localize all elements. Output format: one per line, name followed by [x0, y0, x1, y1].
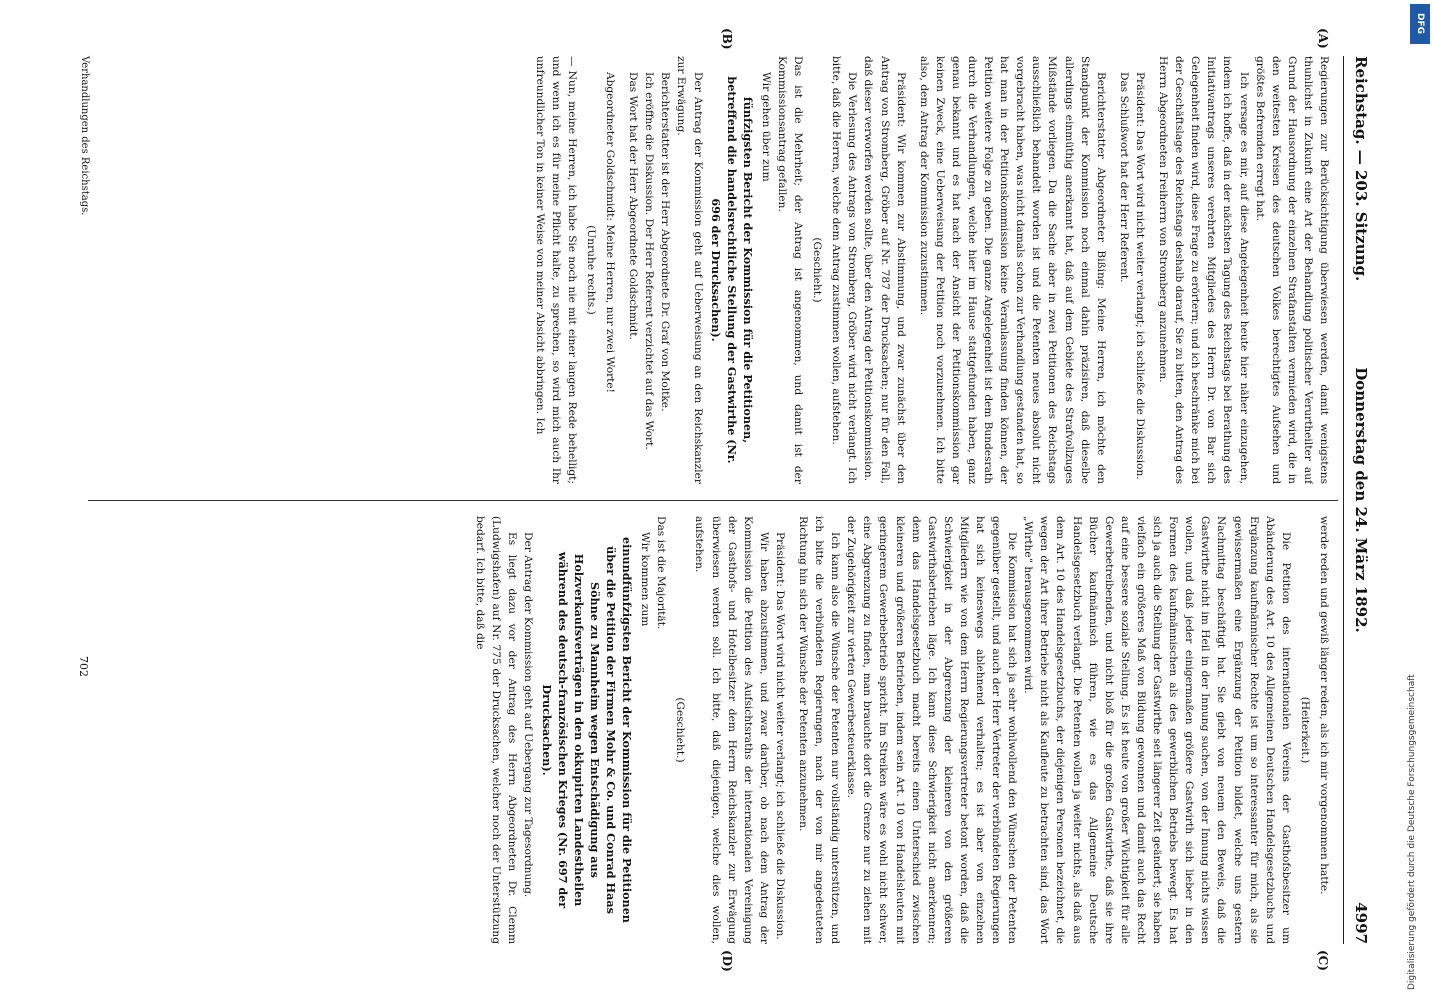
page-body: [64, 28, 1374, 972]
left-column: [92, 56, 1332, 484]
president-remark: Präsident: Das Wort wird nicht weiter verlangt; ich schließe die Diskussion.: [773, 532, 786, 940]
paragraph: Wir haben abzustimmen, und zwar darüber, ob nach dem Antrag der Kommission die Petition des Aufsichtsraths der internationalen Vereinigung der Gasthofs- und Hotelbesitzer dem Herrn Reichskanzler zur Erwägung überwiesen werden soll. Ich bitte, daß diejenigen, welche dies wollen, aufstehen.: [693, 516, 770, 944]
paragraph: Das Wort hat der Herr Abgeordnete Goldschmidt.: [627, 72, 640, 340]
paragraph: Wir kommen zum: [639, 532, 652, 627]
paragraph: Ich kann also die Wünsche der Petenten nur vollständig unterstützen, und ich bitte die verbündeten Regierungen, nach der von mir angedeuteten Richtung hin sich der Wünsche der Petenten anzunehmen.: [797, 516, 842, 944]
rotated-page: [46, 20, 1386, 980]
stage-direction: (Heiterkeit.): [1298, 696, 1311, 764]
paragraph: Das ist die Majorität.: [655, 516, 668, 630]
paragraph: Ich eröffne die Diskussion. Der Herr Referent verzichtet auf das Wort.: [643, 72, 656, 450]
paragraph: Der Antrag der Kommission geht auf Uebergang zur Tagesordnung.: [522, 532, 535, 898]
page-number: 4997: [1352, 902, 1370, 944]
paragraph: Berichterstatter ist der Herr Abgeordnete Dr. Graf von Moltke.: [659, 72, 672, 412]
footer-signature: Verhandlungen des Reichstags.: [79, 56, 90, 216]
right-column: [92, 516, 1332, 944]
stage-direction: (Unruhe rechts.): [584, 225, 597, 315]
margin-letter-c: (C): [1316, 950, 1330, 971]
column-divider: [88, 500, 1338, 501]
report-title: fünfzigsten Bericht der Kommission für die Petitionen, betreffend die handelsrechtliche Stellung der Gastwirthe (Nr. 696 der Drucksachen).: [708, 76, 755, 464]
margin-letter-b: (B): [720, 28, 734, 50]
header-rule: [1343, 56, 1344, 944]
stage-direction: (Geschieht.): [811, 237, 824, 303]
president-remark: Präsident: Das Wort wird nicht weiter verlangt; ich schließe die Diskussion.: [1133, 72, 1146, 480]
paragraph: Es liegt dazu vor der Antrag des Herrn Abgeordneten Dr. Clemm (Ludwigshafen) auf Nr. 775 der Drucksachen, welcher noch der Unterstützung bedarf. Ich bitte, daß die: [474, 516, 519, 944]
running-header: [1344, 56, 1370, 944]
stage-direction: (Geschieht.): [674, 697, 687, 763]
paragraph: Wir gehen über zum: [759, 72, 772, 182]
header-left: Reichstag. — 203. Sitzung.: [1352, 56, 1370, 282]
paragraph: Die Petition des internationalen Vereins der Gasthofsbesitzer um Abänderung des Art. 10 des Allgemeinen Deutschen Handelsgesetzbuchs und Ergänzung kaufmännischer Rechte ist um so interessanter für mich, als sie gewissermaßen eine Ergänzung der Petition bildet, welche uns gestern Nachmittag beschäftigt hat. Sie giebt von neuem den Beweis, daß die Gastwirthe nicht im Heil in der Innung suchen, von der Innung nichts wissen wollen, und daß jeder einigermaßen größere Gastwirth sich lieber in den Formen des kaufmännischen als des gewerblichen Betriebs bewegt. Es hat sich ja auch die Stellung der Gastwirthe seit längerer Zeit geändert; sie haben vielfach ein größeres Maß von Bildung gewonnen und damit auch das Recht auf eine bessere soziale Stellung. Es ist heute von großer Wichtigkeit für alle Gewerbetreibenden, und nicht bloß für die großen Gastwirthe, daß sie ihre Bücher kaufmännisch führen, wie es das Allgemeine Deutsche Handelsgesetzbuch verlangt. Die Petenten wollen ja weiter nichts, als daß aus dem Art. 10 des Handelsgesetzbuchs, der diejenigen Personen bezeichnet, die wegen der Art ihrer Betriebe nicht als Kaufleute zu betrachten sind, das Wort „Wirthe“ herausgenommen wird.: [1022, 516, 1292, 944]
paragraph: Die Kommission hat sich ja sehr wohlwollend den Wünschen der Petenten gegenüber gestellt, und auch der Herr Vertreter der verbündeten Regierungen hat sich keineswegs ablehnend verhalten; es ist aber von einzelnen Mitgliedern wie von dem Herrn Regierungsvertreter betont worden, daß die Schwierigkeit in der Abgrenzung der kleineren von den größeren Gastwirthsbetrieben läge. Ich kann diese Schwierigkeit nicht anerkennen; denn das Handelsgesetzbuch macht bereits einen Unterschied zwischen kleineren und größeren Betrieben, indem sein Art. 10 von Handelsleuten mit geringerem Gewerbebetrieb spricht. Im Streiken wäre es wohl nicht schwer, eine Abgrenzung zu finden, man brauchte dort die Grenze nur zu ziehen mit der Zugehörigkeit zur vierten Gewerbesteuerklasse.: [845, 516, 1019, 944]
paragraph: Ich versage es mir, auf diese Angelegenheit heute hier näher einzugehen, indem ich hoffe, daß in der nächsten Tagung des Reichstags bei Berathung des Initiativantrags unseres verehrten Mitgliedes des Herrn Dr. von Bar sich Gelegenheit finden wird, diese Frage zu erörtern; und ich beschränke mich bei der Geschäftslage des Reichstags deshalb darauf, Sie zu bitten, den Antrag des Herrn Abgeordneten Freiherrn von Stromberg anzunehmen.: [1157, 56, 1250, 484]
paragraph: Der Antrag der Kommission geht auf Ueberweisung an den Reichskanzler zur Erwägung.: [675, 56, 704, 484]
paragraph: Die Verlesung des Antrags von Stromberg, Gröber wird nicht verlangt. Ich bitte, daß die Herren, welche dem Antrag zustimmen wollen, aufstehen.: [830, 56, 859, 484]
speaker-paragraph: Abgeordneter Goldschmidt: Meine Herren, nur zwei Worte!: [604, 72, 617, 393]
header-center: Donnerstag den 24. März 1892.: [1352, 367, 1370, 633]
dfg-logo: DFG: [1410, 4, 1430, 44]
margin-letter-d: (D): [720, 950, 734, 972]
paragraph: werde reden und gewiß länger reden, als ich mir vorgenommen hatte.: [1318, 516, 1330, 895]
report-title: einundfünfzigsten Bericht der Kommission für die Petitionen über die Petition der Firmen Mohr & Co. und Conrad Haas Söhne zu Mannheim wegen Entschädigung aus Holzverkaufsverträgen in den okkupirten Landestheilen während des deutsch-französischen Krieges (Nr. 697 der Drucksachen).: [539, 537, 635, 923]
dfg-funding-note: Digitalisierung gefördert durch die Deutsche Forschungsgemeinschaft: [1407, 674, 1417, 990]
dfg-side-strip: [1404, 0, 1432, 1000]
paragraph: Das Schlußwort hat der Herr Referent.: [1117, 72, 1130, 283]
paragraph: — Nun, meine Herren, ich habe Sie noch nie mit einer langen Rede behelligt; und wenn ich es für meine Pflicht halte, zu sprechen, so wird mich auch Ihr unfreundlicher Ton in keiner Weise von meiner Absicht abbringen. Ich: [533, 56, 578, 484]
president-remark: Präsident: Wir kommen zur Abstimmung, und zwar zunächst über den Antrag von Stromberg, Gröber auf Nr. 787 der Drucksachen; nur für den Fall, daß dieser verworfen werden sollte, über den Antrag der Petitionskommission.: [862, 56, 907, 484]
speaker-paragraph: Berichterstatter Abgeordneter Bißing: Meine Herren, ich möchte den Standpunkt der Kommission noch einmal dahin präzisiren, daß dieselbe allerdings einmüthig anerkannt hat, daß auf dem Gebiete des Strafvollzuges Mißstände vorliegen. Da die Sache aber in zwei Petitionen des Reichstags ausschließlich behandelt worden ist und die Petenten neues absolut nicht vorgebracht haben, was nicht damals schon zur Verhandlung gestanden hat, so hat man in der Petitionskommission keine Veranlassung finden können, der Petition weitere Folge zu geben. Die ganze Angelegenheit ist dem Bundesrath durch die Verhandlungen, welche hier im Hause stattgefunden haben, ganz genau bekannt und es hat nach der Ansicht der Petitionskommission gar keinen Zweck, eine Ueberweisung der Petition noch vorzunehmen. Ich bitte also, dem Antrag der Kommission zuzustimmen.: [917, 56, 1107, 484]
paragraph: Regierungen zur Berücksichtigung überwiesen werden, damit wenigstens thunlichst in Zukunft eine Art der Behandlung politischer Verurtheilter auf Grund der Hausordnung der einzelnen Strafanstalten vermieden wird, die in den weitesten Kreisen des deutschen Volkes berechtigtes Aufsehen und größtes Befremden erregt hat.: [1253, 56, 1330, 484]
margin-letter-a: (A): [1316, 28, 1330, 49]
footer-pagemark: 702: [77, 656, 90, 677]
paragraph: Das ist die Mehrheit; der Antrag ist angenommen, und damit ist der Kommissionsantrag gefallen.: [776, 56, 805, 484]
